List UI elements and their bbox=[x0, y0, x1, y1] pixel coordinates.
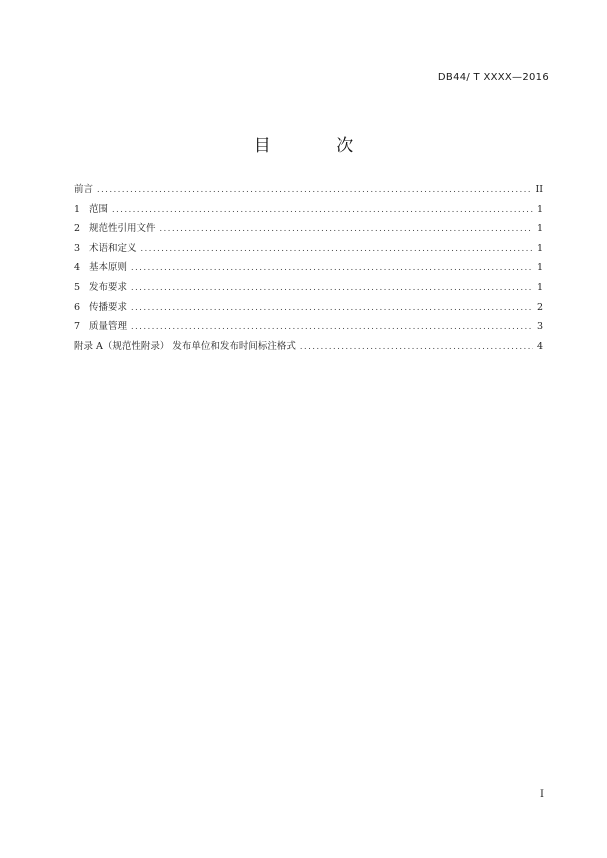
toc-entry-page: 3 bbox=[536, 321, 543, 333]
toc-entry-page: 4 bbox=[536, 340, 543, 352]
toc-entry-basic-principles[interactable] bbox=[74, 258, 543, 278]
toc-entry-label: 基本原则 bbox=[89, 262, 128, 274]
toc-entry-appendix-a[interactable] bbox=[74, 337, 543, 357]
toc-leader-dots bbox=[160, 219, 533, 239]
toc-entry-terms-definitions[interactable] bbox=[74, 239, 543, 259]
toc-leader-dots bbox=[141, 239, 533, 259]
toc-entry-page: II bbox=[535, 184, 543, 195]
toc-entry-scope[interactable] bbox=[74, 200, 543, 220]
toc-leader-dots bbox=[97, 180, 531, 200]
toc-entry-label: 传播要求 bbox=[89, 301, 128, 313]
toc-entry-label: 发布要求 bbox=[89, 281, 128, 293]
toc-leader-dots bbox=[112, 200, 533, 220]
table-of-contents bbox=[74, 180, 543, 356]
toc-entry-release-requirements[interactable] bbox=[74, 278, 543, 298]
toc-entry-page: 1 bbox=[536, 242, 543, 254]
toc-leader-dots bbox=[131, 258, 533, 278]
toc-entry-label: 规范性引用文件 bbox=[89, 223, 156, 235]
toc-entry-label: 质量管理 bbox=[89, 321, 128, 333]
toc-entry-number: 1 bbox=[74, 203, 81, 215]
toc-leader-dots bbox=[300, 337, 533, 357]
page-number: I bbox=[540, 789, 544, 800]
toc-entry-foreword[interactable] bbox=[74, 180, 543, 200]
toc-entry-page: 2 bbox=[536, 301, 543, 313]
toc-entry-page: 1 bbox=[536, 223, 543, 235]
toc-leader-dots bbox=[131, 298, 533, 318]
toc-entry-page: 1 bbox=[536, 262, 543, 274]
toc-entry-label: 附录 A（规范性附录） 发布单位和发布时间标注格式 bbox=[74, 340, 296, 352]
toc-leader-dots bbox=[131, 278, 533, 298]
toc-entry-number: 3 bbox=[74, 242, 81, 254]
toc-entry-quality-management[interactable] bbox=[74, 317, 543, 337]
toc-leader-dots bbox=[131, 317, 533, 337]
toc-entry-number: 4 bbox=[74, 262, 81, 274]
toc-entry-page: 1 bbox=[536, 281, 543, 293]
toc-entry-number: 7 bbox=[74, 321, 81, 333]
toc-entry-label: 前言 bbox=[74, 184, 94, 195]
toc-entry-number: 2 bbox=[74, 223, 81, 235]
toc-title: 目 次 bbox=[253, 136, 384, 156]
toc-entry-number: 6 bbox=[74, 301, 81, 313]
toc-entry-page: 1 bbox=[536, 203, 543, 215]
toc-entry-dissemination-requirements[interactable] bbox=[74, 298, 543, 318]
toc-entry-normative-references[interactable] bbox=[74, 219, 543, 239]
toc-entry-label: 范围 bbox=[89, 203, 109, 215]
toc-entry-label: 术语和定义 bbox=[89, 242, 137, 254]
document-code: DB44/ T XXXX—2016 bbox=[437, 72, 549, 83]
toc-entry-number: 5 bbox=[74, 281, 81, 293]
